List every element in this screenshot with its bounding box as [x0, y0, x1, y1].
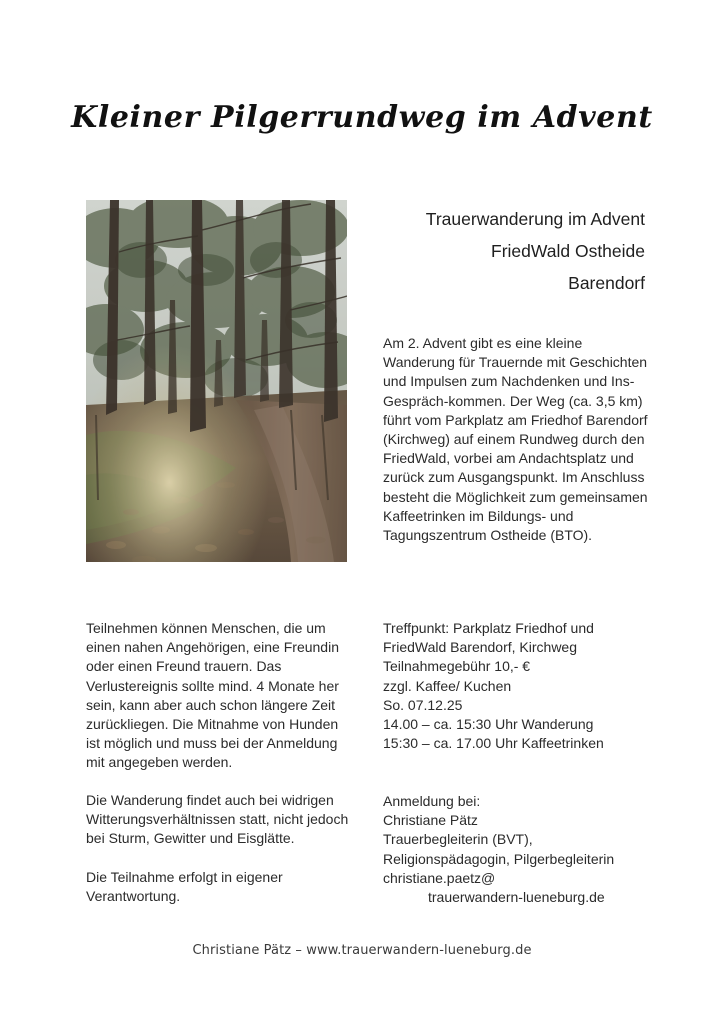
heading-line-3: Barendorf: [568, 273, 645, 293]
contact-role-2: Religionspädagogin, Pilgerbegleiterin: [383, 850, 615, 867]
meeting-point-line-1: Treffpunkt: Parkplatz Friedhof und: [383, 620, 594, 636]
participation-fee: Teilnahmegebühr 10,- €: [383, 658, 531, 675]
meeting-point-line-2: FriedWald Barendorf, Kirchweg: [383, 639, 578, 656]
participation-paragraph-2: Die Wanderung findet auch bei widrigen Witterungsverhältnissen statt, nicht jedoch bei Sturm, Gewitter und Eisglätte.: [86, 792, 349, 847]
intro-paragraph: Am 2. Advent gibt es eine kleine Wanderung für Trauernde mit Geschichten und Impulsen zum Nachdenken und Ins-Gespräch-kommen. Der Weg (ca. 3,5 km) führt vom Parkplatz am Friedhof Barendorf (Kirchweg) auf einem Rundweg durch den FriedWald, vorbei am Andachtsplatz und zurück zum Ausgangspunkt. Im Anschluss besteht die Möglichkeit zum gemeinsamen Kaffeetrinken im Bildungs- und Tagungszentrum Ostheide (BTO).: [383, 335, 648, 544]
contact-name: Christiane Pätz: [383, 812, 478, 829]
event-headings: [383, 203, 645, 299]
footer-credit: Christiane Pätz – www.trauerwandern-lueneburg.de: [192, 943, 532, 958]
hike-time: 14.00 – ca. 15:30 Uhr Wanderung: [383, 716, 594, 733]
forest-photo-graphic: [86, 200, 347, 562]
contact-role-1: Trauerbegleiterin (BVT),: [383, 831, 533, 848]
fee-note: zzgl. Kaffee/ Kuchen: [383, 677, 512, 694]
contact-email-part-1[interactable]: christiane.paetz@: [383, 869, 496, 886]
coffee-time: 15:30 – ca. 17.00 Uhr Kaffeetrinken: [383, 735, 604, 752]
heading-line-1: Trauerwanderung im Advent: [425, 209, 645, 229]
contact-email-part-2[interactable]: trauerwandern-lueneburg.de: [428, 889, 605, 906]
event-date: So. 07.12.25: [383, 696, 463, 713]
participation-paragraph-3: Die Teilnahme erfolgt in eigener Verantwortung.: [86, 869, 283, 905]
participation-paragraph-1: Teilnehmen können Menschen, die um einen nahen Angehörigen, eine Freundin oder einen Freund trauern. Das Verlustereignis sollte mind. 4 Monate her sein, kann aber auch schon längere Zeit zurückliegen. Die Mitnahme von Hunden ist möglich und muss bei der Anmeldung mit angegeben werden.: [86, 620, 339, 771]
forest-path-photo: [86, 200, 347, 562]
signup-label: Anmeldung bei:: [383, 793, 481, 809]
page-title: Kleiner Pilgerrundweg im Advent: [71, 100, 653, 135]
event-details: [383, 619, 663, 753]
signup-details: [383, 792, 673, 907]
heading-line-2: FriedWald Ostheide: [491, 241, 645, 261]
